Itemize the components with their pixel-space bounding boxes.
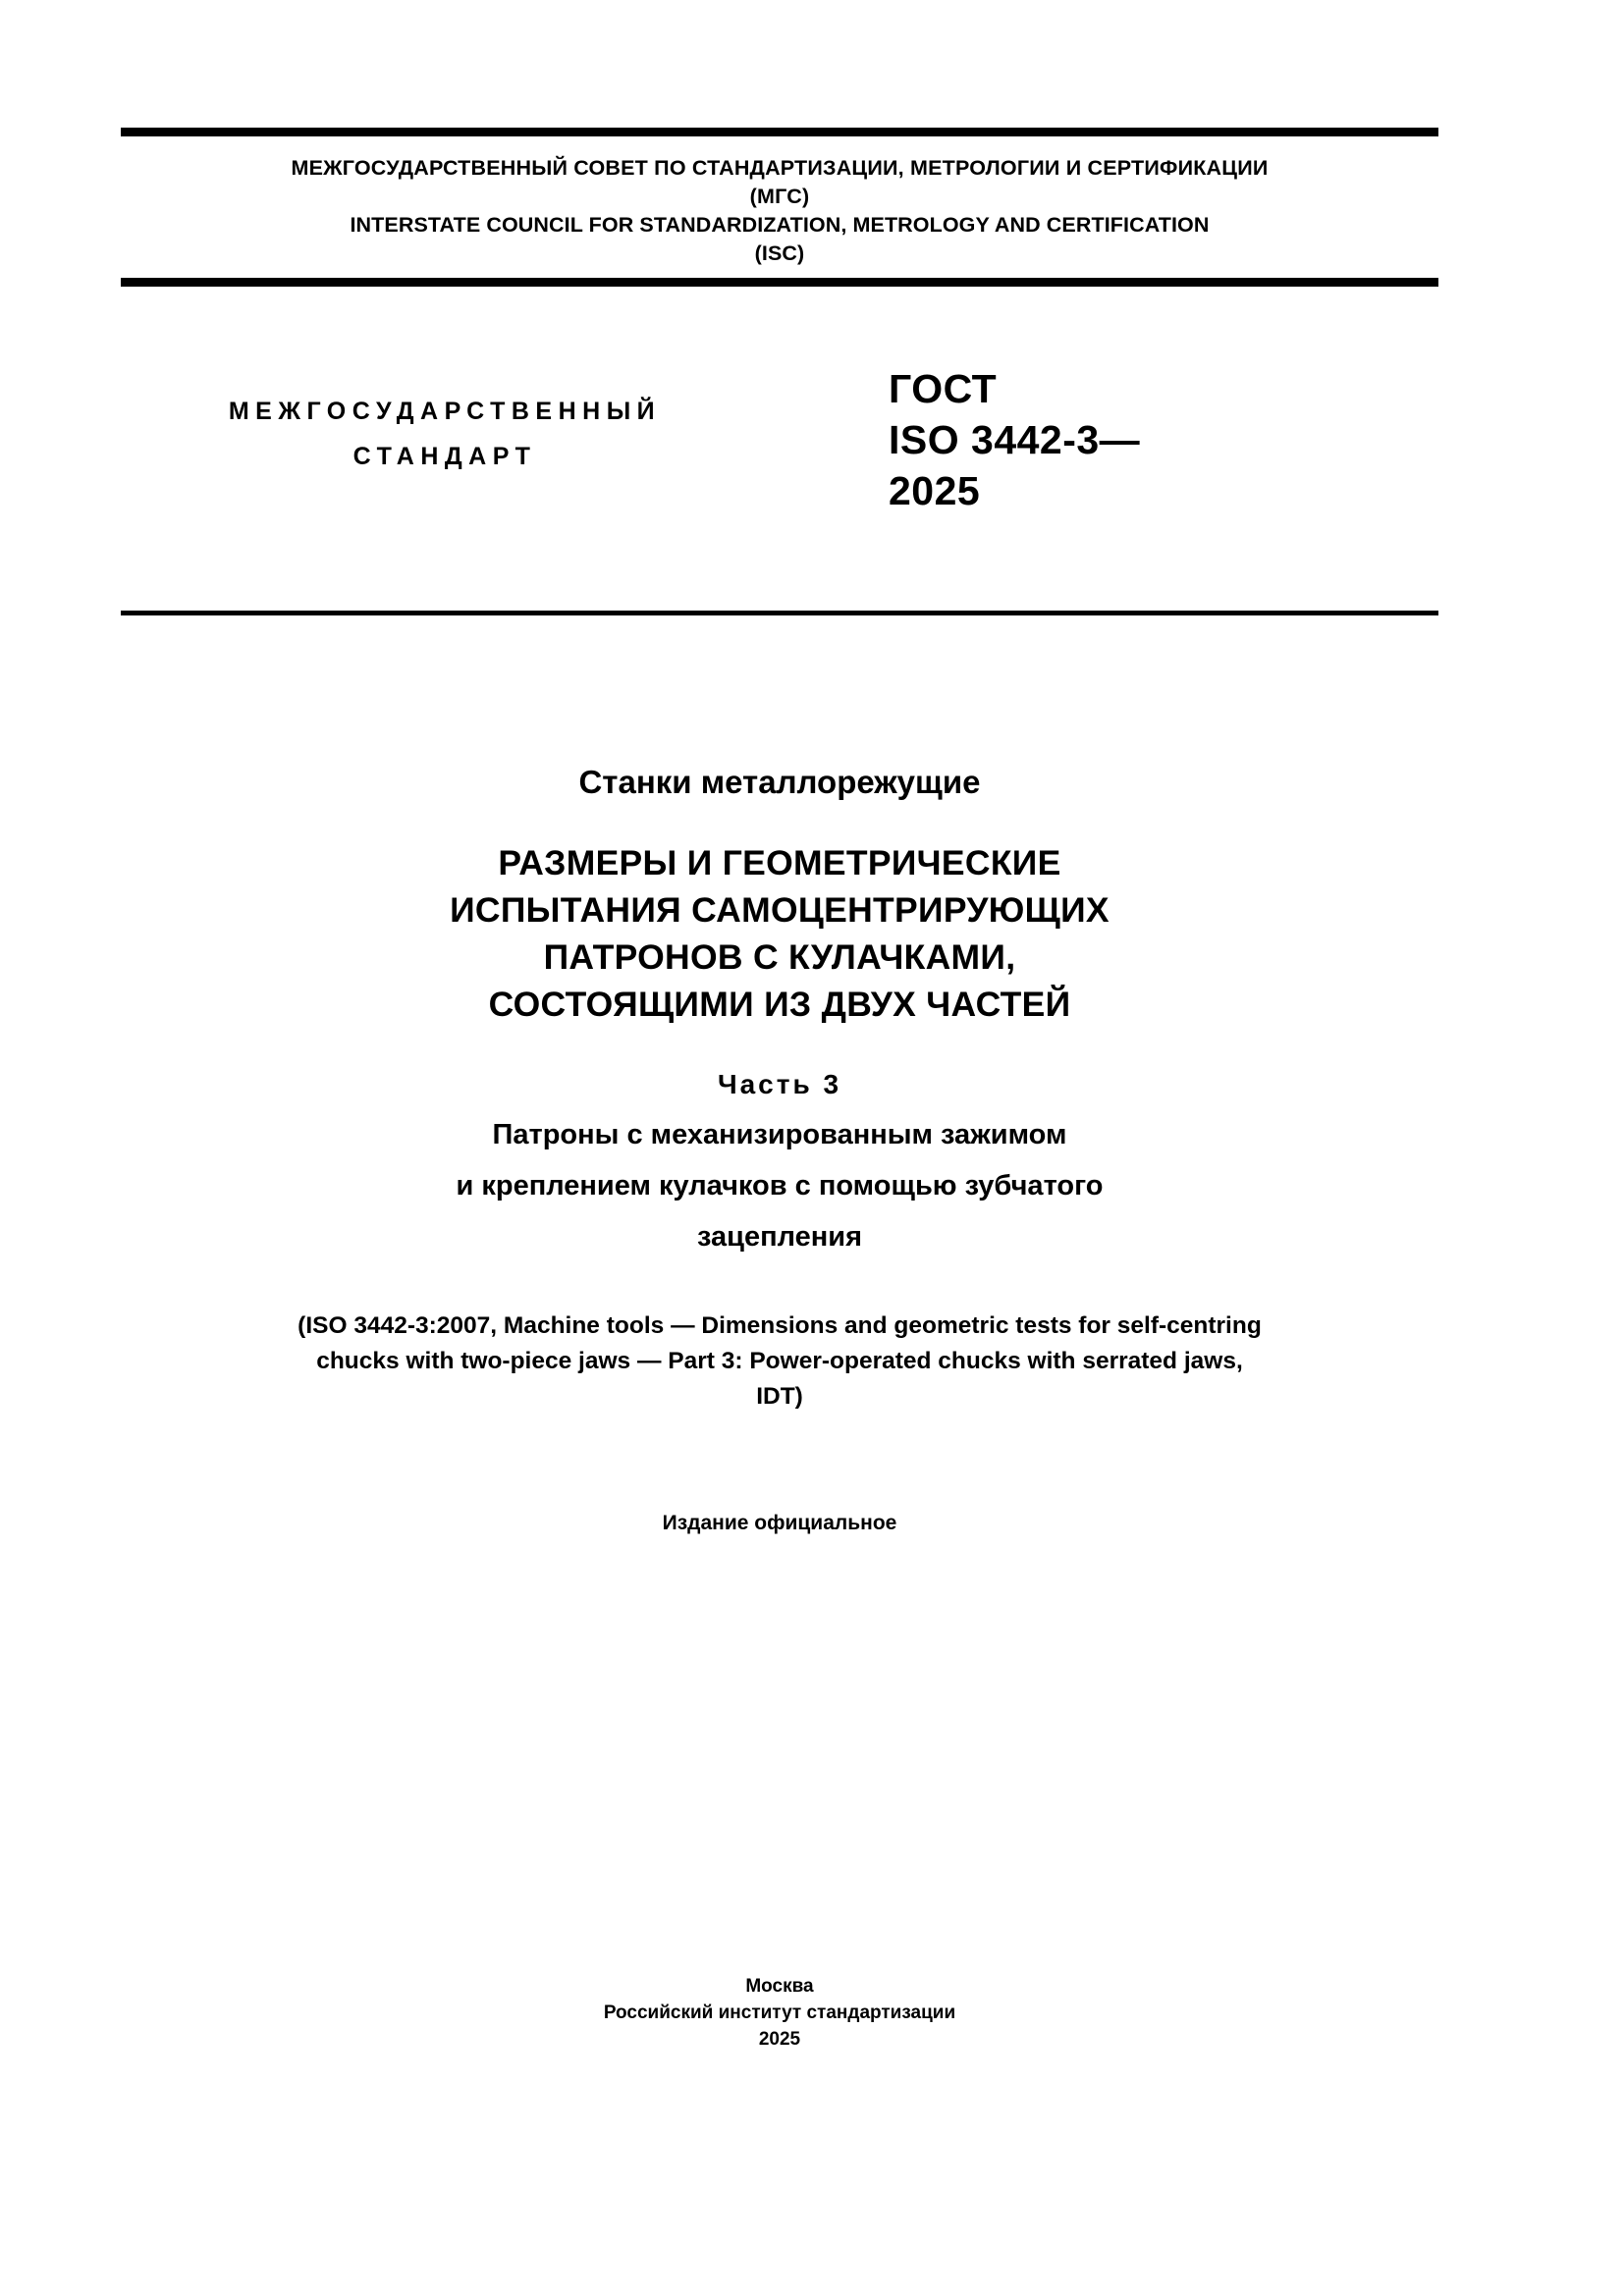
standard-type: [121, 363, 769, 479]
designation-bottom-rule: [121, 611, 1438, 615]
org-ru-line-2: (МГС): [749, 185, 810, 208]
organization-header: [121, 136, 1438, 278]
page-content: [121, 0, 1438, 1538]
footer-year: 2025: [758, 2029, 801, 2050]
footer-publisher: Российский институт стандартизации: [603, 2002, 956, 2023]
document-title-line-4: СОСТОЯЩИМИ ИЗ ДВУХ ЧАСТЕЙ: [488, 985, 1071, 1024]
page-footer: [121, 1973, 1438, 2053]
document-subject: Станки металлорежущие: [578, 764, 981, 800]
document-title-line-3: ПАТРОНОВ С КУЛАЧКАМИ,: [543, 937, 1016, 977]
document-title-line-2: ИСПЫТАНИЯ САМОЦЕНТРИРУЮЩИХ: [450, 890, 1110, 930]
document-title-line-1: РАЗМЕРЫ И ГЕОМЕТРИЧЕСКИЕ: [498, 843, 1061, 882]
footer-city: Москва: [745, 1976, 814, 1997]
org-ru-line-1: МЕЖГОСУДАРСТВЕННЫЙ СОВЕТ ПО СТАНДАРТИЗАЦИИ, МЕТРОЛОГИИ И СЕРТИФИКАЦИИ: [291, 156, 1269, 180]
iso-equivalence-line-1: (ISO 3442-3:2007, Machine tools — Dimensions and geometric tests for self-centring: [298, 1312, 1262, 1339]
document-title-block: [121, 761, 1438, 1538]
standard-type-line-1: МЕЖГОСУДАРСТВЕННЫЙ: [228, 398, 662, 425]
part-title-line-3: зацепления: [696, 1221, 863, 1253]
org-en-line-1: INTERSTATE COUNCIL FOR STANDARDIZATION, METROLOGY AND CERTIFICATION: [350, 213, 1210, 237]
part-title-line-1: Патроны с механизированным зажимом: [492, 1119, 1067, 1150]
standard-code: [869, 363, 1438, 516]
standard-designation-row: [121, 363, 1438, 540]
part-title-line-2: и креплением кулачков с помощью зубчатого: [456, 1170, 1104, 1201]
iso-equivalence-line-3: IDT): [756, 1383, 803, 1410]
standard-code-line-1: ГОСТ: [889, 366, 998, 411]
iso-equivalence-line-2: chucks with two-piece jaws — Part 3: Power-operated chucks with serrated jaws,: [316, 1348, 1243, 1374]
part-number: Часть 3: [717, 1069, 842, 1099]
standard-code-line-2: ISO 3442-3—: [889, 417, 1141, 462]
org-en-line-2: (ISC): [754, 241, 805, 265]
standard-code-line-3: 2025: [889, 468, 981, 513]
standard-type-line-2: СТАНДАРТ: [352, 443, 537, 470]
top-rule: [121, 128, 1438, 136]
official-edition-note: Издание официальное: [662, 1512, 897, 1534]
header-bottom-rule: [121, 278, 1438, 287]
